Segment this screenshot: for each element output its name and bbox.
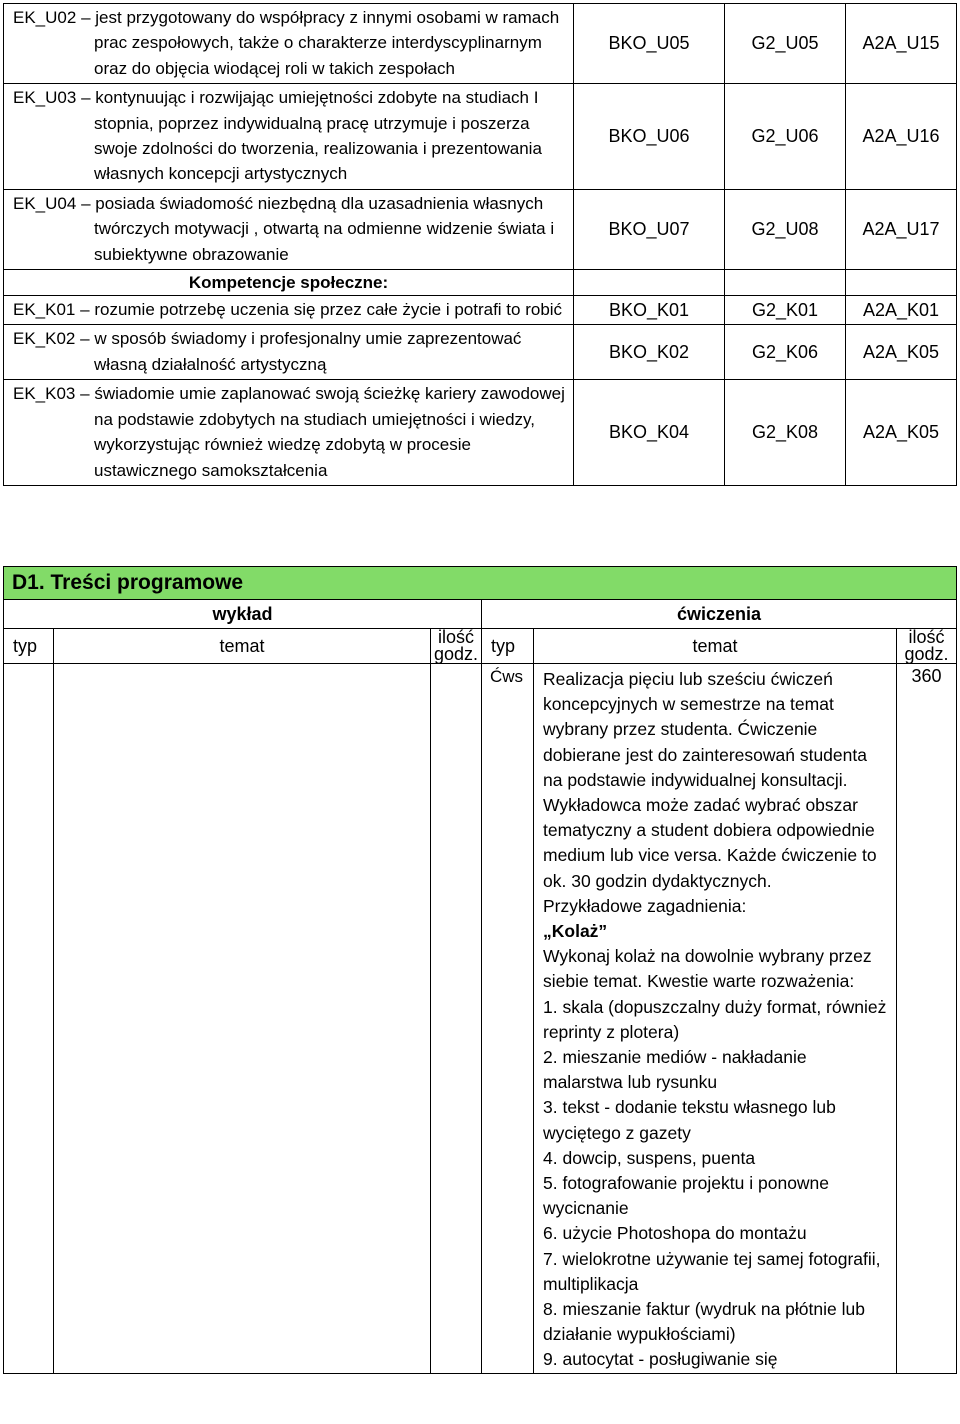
column-header-type: typ — [482, 629, 534, 664]
topic-title: „Kolaż” — [543, 921, 608, 942]
g2-code: G2_K06 — [725, 325, 846, 380]
social-competences-heading: Kompetencje społeczne: — [4, 270, 574, 296]
column-header-topic: temat — [534, 629, 897, 664]
a2a-code: A2A_U16 — [846, 84, 957, 190]
table-row — [4, 296, 957, 325]
table-row — [4, 189, 957, 269]
bko-code: BKO_K01 — [574, 296, 725, 325]
section-heading-row — [4, 567, 957, 600]
outcome-description: EK_K02 – w sposób świadomy i profesjonalny umie zaprezentować własną działalność artystyczną — [4, 325, 574, 380]
exercise-header: ćwiczenia — [482, 600, 957, 629]
g2-code: G2_K08 — [725, 380, 846, 486]
table-row — [4, 84, 957, 190]
exercise-topic — [534, 664, 897, 1374]
list-item: 8. mieszanie faktur (wydruk na płótnie lub działanie wypukłościami) — [543, 1299, 865, 1345]
column-header-row — [4, 629, 957, 664]
section-title: D1. Treści programowe — [4, 567, 957, 600]
outcome-description: EK_U03 – kontynuując i rozwijając umiejętności zdobyte na studiach I stopnia, poprzez indywidualną pracę utrzymuje i poszerza swoje zdolności do tworzenia, realizowania i prezentowania własnych koncepcji artystycznych — [4, 84, 574, 190]
a2a-code: A2A_U15 — [846, 4, 957, 84]
bko-code: BKO_U07 — [574, 189, 725, 269]
column-header-type: typ — [4, 629, 54, 664]
lecture-header: wykład — [4, 600, 482, 629]
lecture-hours-cell — [431, 664, 482, 1374]
g2-code: G2_K01 — [725, 296, 846, 325]
task-description: Wykonaj kolaż na dowolnie wybrany przez siebie temat. Kwestie warte rozważenia: — [543, 946, 872, 992]
section-row — [4, 270, 957, 296]
a2a-code: A2A_K05 — [846, 380, 957, 486]
examples-label: Przykładowe zagadnienia: — [543, 895, 747, 916]
list-item: 4. dowcip, suspens, puenta — [543, 1147, 756, 1168]
list-item: 2. mieszanie mediów - nakładanie malarstwa lub rysunku — [543, 1047, 807, 1093]
column-header-hours: ilość godz. — [897, 629, 957, 664]
program-contents-table — [3, 566, 957, 1374]
lecture-type-cell — [4, 664, 54, 1374]
bko-code: BKO_K02 — [574, 325, 725, 380]
list-item: 3. tekst - dodanie tekstu własnego lub wyciętego z gazety — [543, 1097, 836, 1143]
outcome-description: EK_U02 – jest przygotowany do współpracy z innymi osobami w ramach prac zespołowych, także o charakterze interdyscyplinarnym oraz do objęcia wiodącej roli w takich zespołach — [4, 4, 574, 84]
a2a-code: A2A_K01 — [846, 296, 957, 325]
exercise-hours: 360 — [897, 664, 957, 1374]
a2a-code: A2A_K05 — [846, 325, 957, 380]
list-item: 6. użycie Photoshopa do montażu — [543, 1223, 807, 1244]
table-row — [4, 380, 957, 486]
table-row — [4, 664, 957, 1374]
list-item: 1. skala (dopuszczalny duży format, również reprinty z plotera) — [543, 996, 887, 1042]
group-header-row — [4, 600, 957, 629]
bko-code: BKO_U06 — [574, 84, 725, 190]
list-item: 5. fotografowanie projektu i ponowne wycicnanie — [543, 1173, 830, 1219]
g2-code: G2_U05 — [725, 4, 846, 84]
bko-code: BKO_K04 — [574, 380, 725, 486]
column-header-topic: temat — [54, 629, 431, 664]
table-row — [4, 4, 957, 84]
lecture-topic-cell — [54, 664, 431, 1374]
bko-code: BKO_U05 — [574, 4, 725, 84]
list-item: 7. wielokrotne używanie tej samej fotografii, multiplikacja — [543, 1248, 881, 1294]
g2-code: G2_U06 — [725, 84, 846, 190]
learning-outcomes-table — [3, 3, 957, 486]
outcome-description: EK_K01 – rozumie potrzebę uczenia się przez całe życie i potrafi to robić — [4, 296, 574, 325]
column-header-hours: ilość godz. — [431, 629, 482, 664]
list-item: 9. autocytat - posługiwanie się — [543, 1349, 778, 1370]
table-row — [4, 325, 957, 380]
exercise-intro: Realizacja pięciu lub sześciu ćwiczeń koncepcyjnych w semestrze na temat wybrany przez studenta. Ćwiczenie dobierane jest do zainteresowań studenta na podstawie indywidualnej konsultacji. Wykładowca może zadać wybrać obszar tematyczny a student dobiera odpowiednie medium lub vice versa. Każde ćwiczenie to ok. 30 godzin dydaktycznych. — [543, 669, 877, 891]
g2-code: G2_U08 — [725, 189, 846, 269]
a2a-code: A2A_U17 — [846, 189, 957, 269]
outcome-description: EK_U04 – posiada świadomość niezbędną dla uzasadnienia własnych twórczych motywacji , otwartą na odmienne widzenie świata i subiektywne obrazowanie — [4, 189, 574, 269]
outcome-description: EK_K03 – świadomie umie zaplanować swoją ścieżkę kariery zawodowej na podstawie zdobytych na studiach umiejętności i wiedzy, wykorzystując również wiedzę zdobytą w procesie ustawicznego samokształcenia — [4, 380, 574, 486]
exercise-type: Ćws — [482, 664, 534, 1374]
